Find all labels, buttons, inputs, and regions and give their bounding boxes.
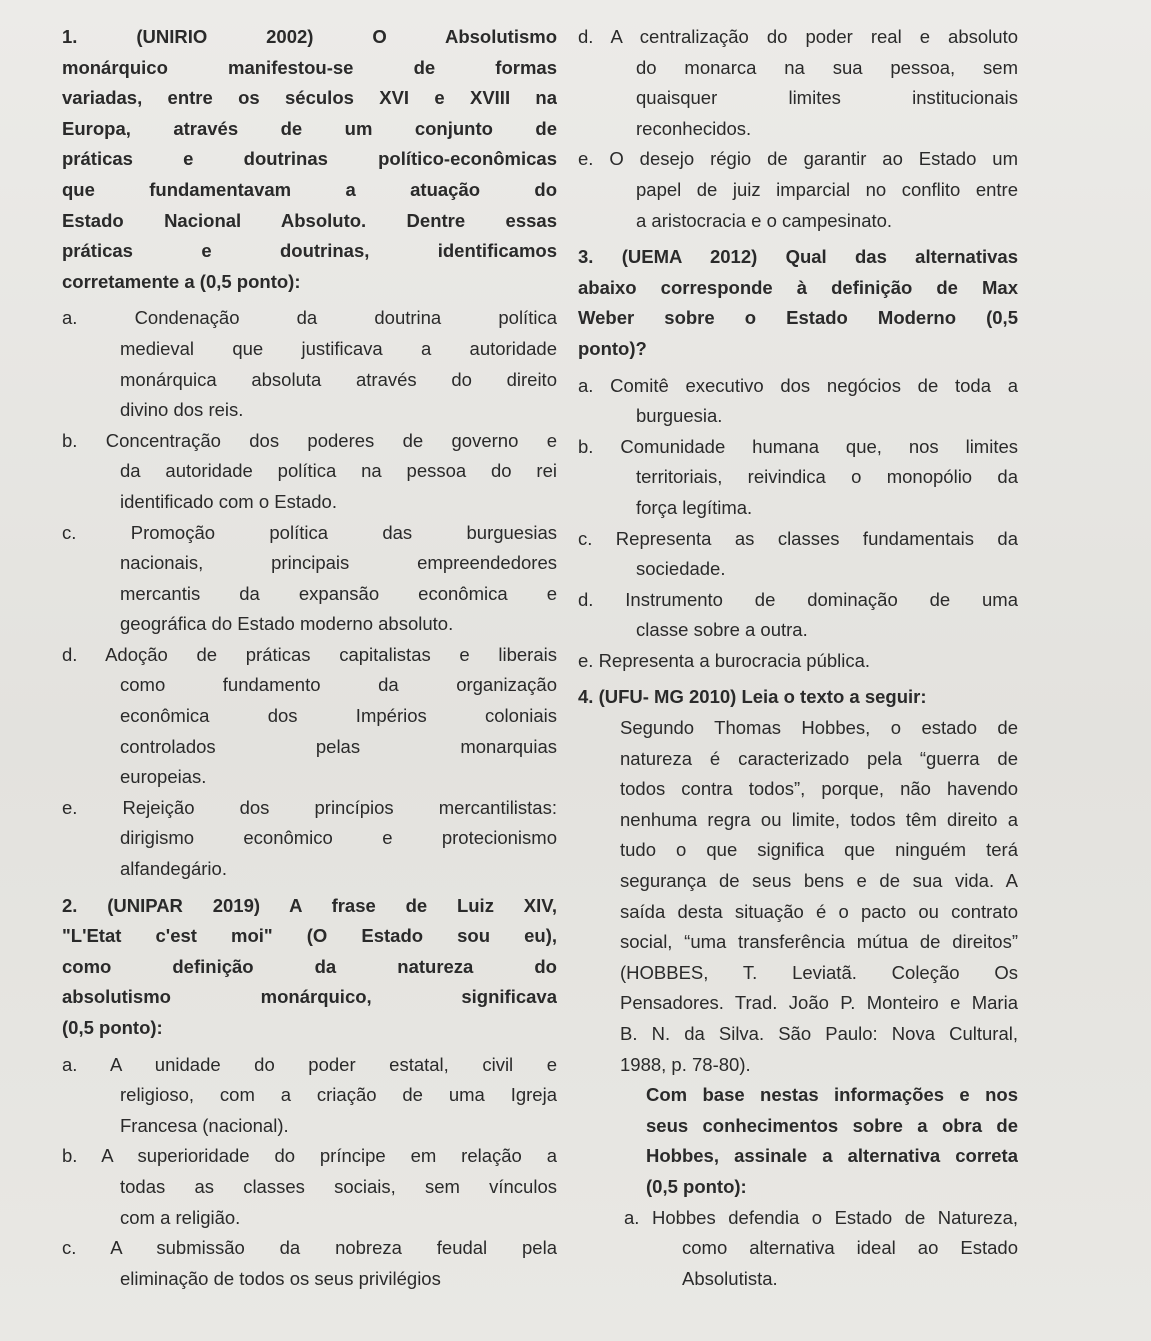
right-column	[578, 22, 1018, 1294]
option-line: mercantis da expansão econômica e	[120, 582, 557, 604]
q3-option-b	[578, 432, 1018, 524]
option-line: e. Rejeição dos princípios mercantilistas:	[62, 796, 557, 818]
q2-line: "L'Etat c'est moi" (O Estado sou eu),	[62, 925, 557, 947]
q3-option-d	[578, 585, 1018, 646]
option-line: divino dos reis.	[120, 399, 244, 421]
q1-option-e	[62, 793, 557, 885]
option-line: e. Representa a burocracia pública.	[578, 649, 871, 671]
option-line: reconhecidos.	[636, 117, 752, 139]
q1-option-d-continued	[578, 22, 1018, 144]
option-line: quaisquer limites institucionais	[636, 87, 1018, 109]
option-line: com a religião.	[120, 1206, 241, 1228]
text-line: nenhuma regra ou limite, todos têm direito a	[620, 808, 1018, 830]
prompt-line: Com base nestas informações e nos	[646, 1084, 1018, 1106]
option-line: a aristocracia e o campesinato.	[636, 209, 893, 231]
text-line: natureza é caracterizado pela “guerra de	[620, 747, 1018, 769]
option-line: do monarca na sua pessoa, sem	[636, 56, 1018, 78]
q1-option-b	[62, 426, 557, 518]
question-3	[578, 242, 1018, 676]
option-line: classe sobre a outra.	[636, 619, 808, 641]
text-line: segurança de seus bens e de sua vida. A	[620, 870, 1018, 892]
q3-option-c	[578, 524, 1018, 585]
option-line: religioso, com a criação de uma Igreja	[120, 1084, 557, 1106]
q3-line: 3. (UEMA 2012) Qual das alternativas	[578, 246, 1018, 268]
text-line: (HOBBES, T. Leviatã. Coleção Os	[620, 961, 1018, 983]
option-line: burguesia.	[636, 405, 723, 427]
option-line: d. Instrumento de dominação de uma	[578, 588, 1018, 610]
option-line: c. Representa as classes fundamentais da	[578, 527, 1018, 549]
option-line: alfandegário.	[120, 858, 227, 880]
q1-line: Europa, através de um conjunto de	[62, 117, 557, 139]
option-line: eliminação de todos os seus privilégios	[120, 1267, 441, 1289]
q3-line: ponto)?	[578, 337, 647, 359]
option-line: dirigismo econômico e protecionismo	[120, 827, 557, 849]
question-1	[62, 22, 557, 885]
q1-option-c	[62, 518, 557, 640]
option-line: c. Promoção política das burguesias	[62, 521, 557, 543]
option-line: b. Comunidade humana que, nos limites	[578, 435, 1018, 457]
option-line: nacionais, principais empreendedores	[120, 552, 557, 574]
q3-line: abaixo corresponde à definição de Max	[578, 276, 1018, 298]
option-line: como alternativa ideal ao Estado	[682, 1237, 1018, 1259]
prompt-line: Hobbes, assinale a alternativa correta	[646, 1145, 1018, 1167]
option-line: c. A submissão da nobreza feudal pela	[62, 1237, 557, 1259]
option-line: medieval que justificava a autoridade	[120, 337, 557, 359]
q1-line: práticas e doutrinas político-econômicas	[62, 148, 557, 170]
q2-option-a	[62, 1050, 557, 1142]
option-line: como fundamento da organização	[120, 674, 557, 696]
q1-line: corretamente a (0,5 ponto):	[62, 270, 301, 292]
option-line: d. Adoção de práticas capitalistas e liberais	[62, 643, 557, 665]
q1-line: monárquico manifestou-se de formas	[62, 56, 557, 78]
q4-option-a	[578, 1203, 1018, 1295]
text-line: saída desta situação é o pacto ou contrato	[620, 900, 1018, 922]
text-line: social, “uma transferência mútua de direitos”	[620, 931, 1018, 953]
option-line: papel de juiz imparcial no conflito entre	[636, 178, 1018, 200]
q2-option-b	[62, 1141, 557, 1233]
option-line: a. A unidade do poder estatal, civil e	[62, 1053, 557, 1075]
q1-option-a	[62, 303, 557, 425]
option-line: d. A centralização do poder real e absoluto	[578, 26, 1018, 47]
option-line: sociedade.	[636, 558, 726, 580]
q1-option-d	[62, 640, 557, 793]
q1-option-e-continued	[578, 144, 1018, 236]
option-line: força legítima.	[636, 496, 753, 518]
prompt-line: seus conhecimentos sobre a obra de	[646, 1114, 1018, 1136]
option-line: monárquica absoluta através do direito	[120, 368, 557, 390]
q3-option-a	[578, 371, 1018, 432]
q4-title: 4. (UFU- MG 2010) Leia o texto a seguir:	[578, 686, 927, 708]
q2-option-c	[62, 1233, 557, 1294]
q3-line: Weber sobre o Estado Moderno (0,5	[578, 307, 1018, 329]
left-column	[62, 22, 557, 1294]
option-line: b. Concentração dos poderes de governo e	[62, 429, 557, 451]
option-line: identificado com o Estado.	[120, 490, 337, 512]
option-line: todas as classes sociais, sem vínculos	[120, 1175, 557, 1197]
q2-line: 2. (UNIPAR 2019) A frase de Luiz XIV,	[62, 894, 557, 916]
q1-line: 1. (UNIRIO 2002) O Absolutismo	[62, 26, 557, 47]
text-line: todos contra todos”, porque, não havendo	[620, 778, 1018, 800]
q1-line: variadas, entre os séculos XVI e XVIII na	[62, 87, 557, 109]
option-line: e. O desejo régio de garantir ao Estado um	[578, 148, 1018, 170]
text-line: tudo o que significa que ninguém terá	[620, 839, 1018, 861]
option-line: europeias.	[120, 766, 207, 788]
option-line: Francesa (nacional).	[120, 1114, 289, 1136]
option-line: Absolutista.	[682, 1267, 778, 1289]
q4-prompt	[578, 1080, 1018, 1202]
q2-line: (0,5 ponto):	[62, 1017, 163, 1038]
option-line: geográfica do Estado moderno absoluto.	[120, 613, 454, 635]
prompt-line: (0,5 ponto):	[646, 1175, 747, 1197]
q3-option-e	[578, 646, 1018, 677]
option-line: da autoridade política na pessoa do rei	[120, 460, 557, 482]
option-line: a. Condenação da doutrina política	[62, 307, 557, 329]
option-line: b. A superioridade do príncipe em relação a	[62, 1145, 557, 1167]
option-line: a. Hobbes defendia o Estado de Natureza,	[624, 1206, 1018, 1228]
option-line: a. Comitê executivo dos negócios de toda a	[578, 374, 1018, 396]
question-4	[578, 682, 1018, 1294]
q1-line: Estado Nacional Absoluto. Dentre essas	[62, 209, 557, 231]
option-line: econômica dos Impérios coloniais	[120, 705, 557, 727]
text-line: Segundo Thomas Hobbes, o estado de	[620, 717, 1018, 739]
text-line: Pensadores. Trad. João P. Monteiro e Maria	[620, 992, 1018, 1014]
q1-line: práticas e doutrinas, identificamos	[62, 240, 557, 262]
text-line: B. N. da Silva. São Paulo: Nova Cultural,	[620, 1023, 1018, 1044]
question-2	[62, 891, 557, 1295]
text-line: 1988, p. 78-80).	[620, 1053, 751, 1075]
q1-line: que fundamentavam a atuação do	[62, 178, 557, 200]
q4-text	[578, 713, 1018, 1080]
q2-line: como definição da natureza do	[62, 955, 557, 977]
q2-line: absolutismo monárquico, significava	[62, 986, 557, 1008]
option-line: territoriais, reivindica o monopólio da	[636, 466, 1018, 488]
option-line: controlados pelas monarquias	[120, 735, 557, 757]
